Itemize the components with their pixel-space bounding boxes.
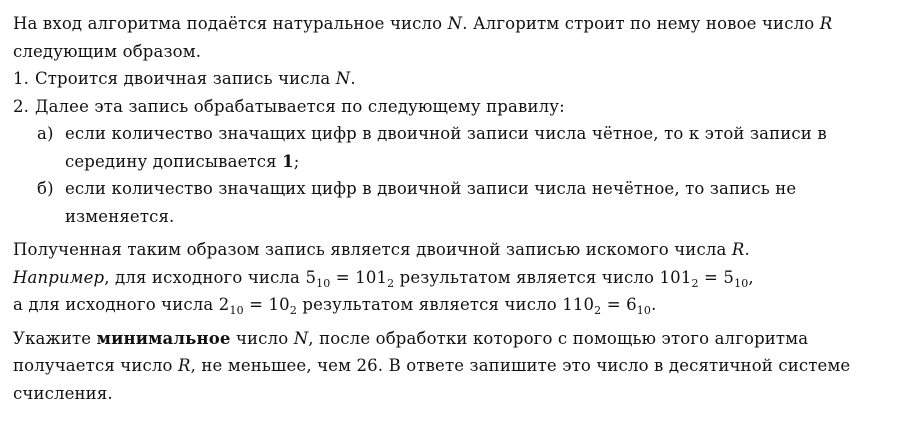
result-text: Полученная таким образом запись является двоичной записью искомого числа [13, 240, 732, 259]
variable-n: N [293, 328, 309, 348]
step-2-number: 2. [13, 96, 30, 116]
base-subscript: 2 [387, 276, 395, 290]
rule-a-text [65, 120, 887, 175]
step-2-text: Далее эта запись обрабатывается по следующему правилу: [35, 96, 565, 116]
equals-sign: = [601, 295, 627, 314]
task-text: , не меньшее, чем 26. В ответе запишите это число в десятичной системе счисления. [13, 356, 851, 403]
task-text: Укажите [13, 328, 97, 348]
rule-a [13, 120, 887, 175]
step-1 [13, 65, 887, 93]
task-paragraph [13, 325, 887, 408]
example-label: Например [13, 267, 105, 287]
number: 6 [626, 295, 637, 314]
example-text: , [748, 267, 754, 287]
step-1-text [35, 65, 887, 93]
example-text: . [651, 295, 657, 314]
number: 101 [355, 267, 388, 287]
number: 110 [562, 295, 595, 314]
equals-sign: = [698, 267, 724, 287]
intro-text-3: следующим образом. [13, 41, 202, 61]
step-1-tail: . [350, 69, 356, 88]
task-text: число [230, 328, 294, 348]
rule-b [13, 175, 887, 230]
equals-sign: = [243, 295, 269, 314]
step-1-body: Строится двоичная запись числа [35, 69, 336, 88]
variable-n: N [335, 69, 351, 88]
rule-b-text: если количество значащих цифр в двоичной записи числа нечётное, то запись не изменяется. [65, 179, 797, 226]
problem-document [13, 10, 887, 407]
intro-paragraph [13, 10, 887, 65]
base-subscript: 10 [734, 276, 749, 290]
rule-a-marker: а) [37, 124, 54, 143]
variable-n: N [447, 14, 463, 33]
variable-r: R [178, 356, 191, 375]
example-text: результатом является число [296, 295, 563, 314]
rule-a-bold-digit: 1 [282, 151, 294, 171]
example-text: результатом является число [394, 267, 660, 287]
step-2 [13, 93, 887, 121]
variable-r: R [819, 14, 833, 33]
rule-a-tail: ; [293, 151, 300, 171]
rule-a-body: если количество значащих цифр в двоичной записи числа чётное, то к этой записи в середину дописывается [65, 124, 827, 171]
number: 5 [723, 267, 735, 287]
intro-text-2: . Алгоритм строит по нему новое число [462, 14, 820, 33]
number: 5 [305, 267, 317, 287]
base-subscript: 10 [636, 304, 652, 317]
example-text: а для исходного числа [13, 295, 219, 314]
variable-r: R [731, 240, 745, 259]
example-paragraph [13, 264, 887, 319]
step-1-number: 1. [13, 69, 30, 88]
number: 101 [659, 267, 692, 287]
base-subscript: 2 [289, 304, 297, 317]
intro-text-1: На вход алгоритма подаётся натуральное число [13, 14, 448, 33]
example-text: , для исходного числа [104, 267, 306, 287]
result-paragraph [13, 236, 887, 264]
equals-sign: = [330, 267, 356, 287]
task-text: , после обработки которого с помощью этого алгоритма получается число [13, 328, 809, 375]
result-tail: . [744, 240, 750, 259]
task-bold-word: минимальное [96, 328, 231, 348]
base-subscript: 2 [594, 304, 602, 317]
base-subscript: 10 [316, 276, 331, 290]
base-subscript: 2 [691, 276, 699, 290]
number: 10 [268, 295, 290, 314]
number: 2 [218, 295, 230, 314]
rule-b-marker: б) [37, 179, 54, 198]
base-subscript: 10 [229, 304, 244, 317]
